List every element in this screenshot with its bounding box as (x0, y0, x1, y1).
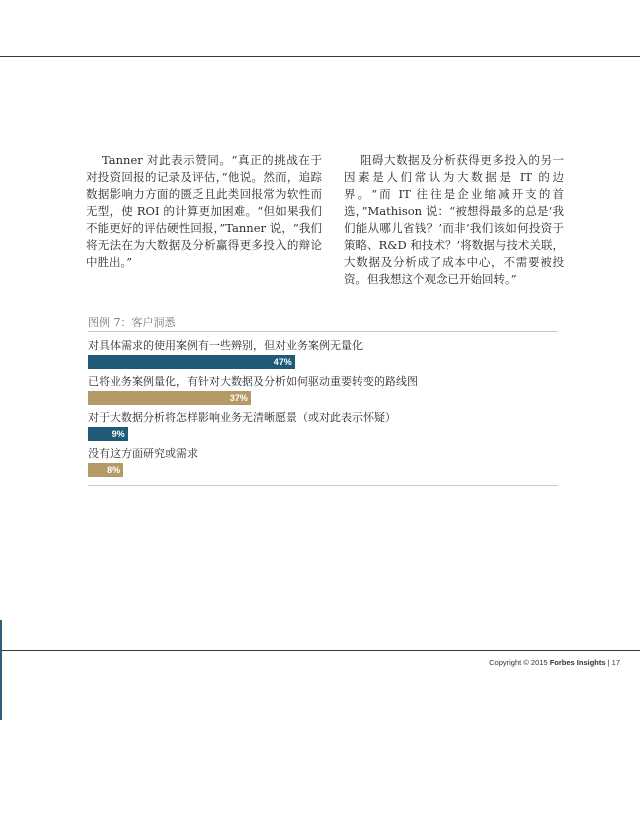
bar-value-label: 47% (273, 357, 292, 367)
bar-label: 对具体需求的使用案例有一些辨别，但对业务案例无量化 (88, 339, 363, 352)
page-number: 17 (611, 658, 620, 667)
body-paragraph-right: 阻碍大数据及分析获得更多投入的另一因素是人们常认为大数据是 IT 的边界。“而 IT 往往是企业缩减开支的首选，”Mathison 说：“被想得最多的总是‘我们能从哪儿省钱？’而非‘我们该如何投资于策略、R&D 和技术？’将数据与技术关联，大数据及分析成了成本中心，不需要被投资。但我想这个观念已开始回转。” (344, 153, 564, 286)
footer-copyright: Copyright © 2015 (489, 658, 550, 667)
footer-rule (0, 650, 640, 651)
footer-separator: | (605, 658, 612, 667)
bar-label: 没有这方面研究或需求 (88, 447, 198, 460)
bar-value-label: 9% (111, 429, 125, 439)
bar-value-label: 37% (229, 393, 248, 403)
bar (88, 391, 251, 405)
footer-brand: Forbes Insights (549, 658, 606, 667)
figure-top-rule (88, 331, 558, 332)
figure-title: 图例 7：客户洞悉 (88, 316, 176, 329)
figure-bottom-rule (88, 485, 558, 486)
left-accent-bar (0, 620, 2, 720)
bar (88, 355, 295, 369)
header-rule (0, 56, 640, 57)
bar (88, 463, 123, 477)
page-footer (489, 658, 620, 667)
bar (88, 427, 128, 441)
body-paragraph-left: Tanner 对此表示赞同。“真正的挑战在于对投资回报的记录及评估，”他说。然而，追踪数据影响力方面的匮乏且此类回报常为软性而无型，使 ROI 的计算更加困难。“但如果我们不能更好的评估硬性回报，”Tanner 说，“我们将无法在为大数据及分析赢得更多投入的辩论中胜出。” (86, 153, 322, 269)
bar-value-label: 8% (107, 465, 121, 475)
bar-label: 已将业务案例量化，有针对大数据及分析如何驱动重要转变的路线图 (88, 375, 418, 388)
bar-label: 对于大数据分析将怎样影响业务无清晰愿景（或对此表示怀疑） (88, 411, 396, 424)
